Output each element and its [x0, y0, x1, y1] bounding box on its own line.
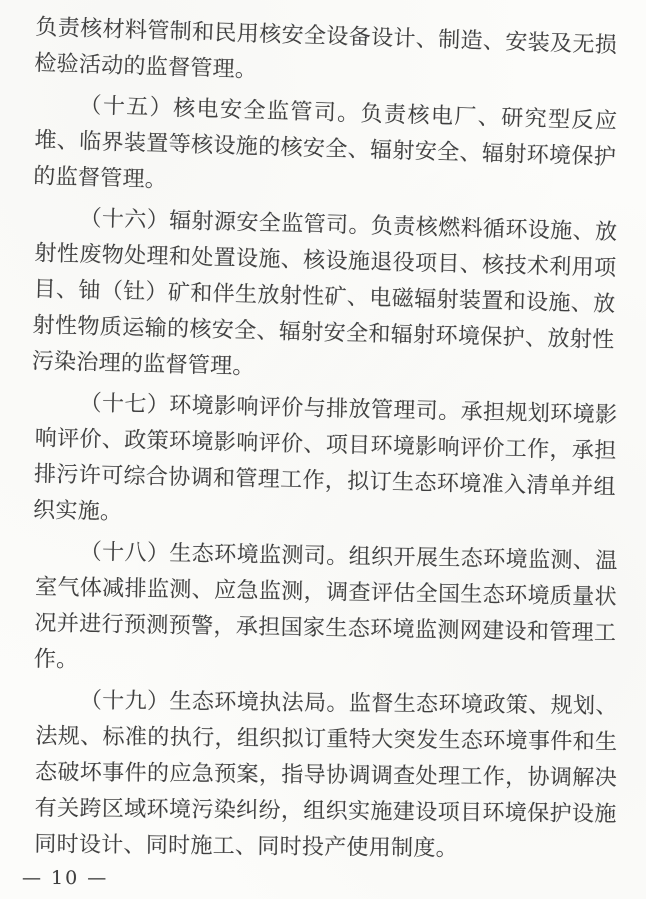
paragraph-section-19: （十九）生态环境执法局。监督生态环境政策、规划、法规、标准的执行，组织拟订重特大突发生态环境事件和生态破坏事件的应急预案，指导协调调查处理工作，协调解决有关跨区域环境污染纠纷，组织实施建设项目环境保护设施同时设计、同时施工、同时投产使用制度。 — [34, 688, 618, 862]
page-number: — 10 — — [22, 867, 109, 889]
paragraph-section-17: （十七）环境影响评价与排放管理司。承担规划环境影响评价、政策环境影响评价、项目环境影响评价工作，承担排污许可综合协调和管理工作，拟订生态环境准入清单并组织实施。 — [32, 390, 618, 525]
paragraph-section-18: （十八）生态环境监测司。组织开展生态环境监测、温室气体减排监测、应急监测，调查评估全国生态环境质量状况并进行预测预警，承担国家生态环境监测网建设和管理工作。 — [33, 539, 618, 673]
paragraph-continuation: 负责核材料管制和民用核安全设备设计、制造、安装及无损检验活动的监督管理。 — [33, 14, 618, 83]
paragraph-section-15: （十五）核电安全监管司。负责核电厂、研究型反应堆、临界装置等核设施的核安全、辐射安全、辐射环境保护的监督管理。 — [32, 93, 618, 193]
paragraph-section-16: （十六）辐射源安全监管司。负责核燃料循环设施、放射性废物处理和处置设施、核设施退役项目、核技术利用项目、铀（钍）矿和伴生放射性矿、电磁辐射装置和设施、放射性物质运输的核安全、辐射安全和辐射环境保护、放射性污染治理的监督管理。 — [31, 206, 618, 380]
